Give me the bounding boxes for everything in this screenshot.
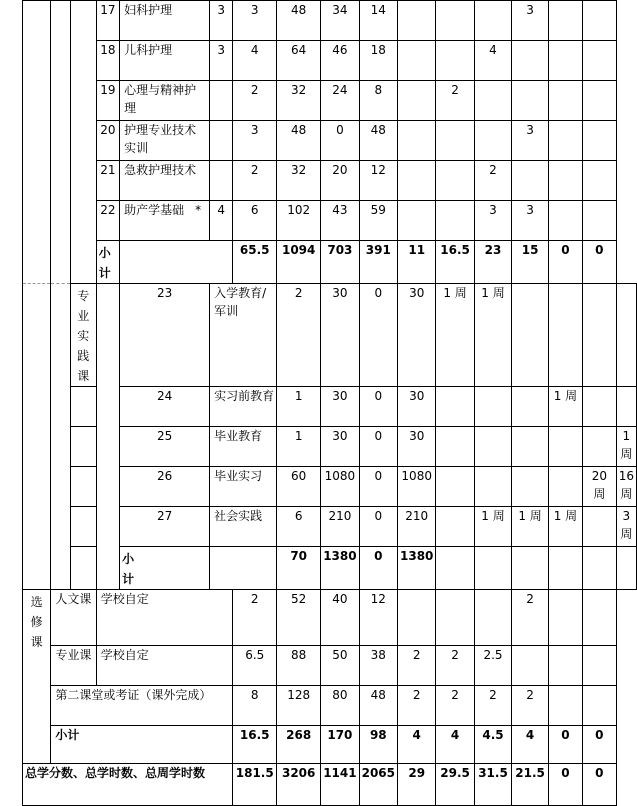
- practice-cell: 98: [359, 726, 397, 764]
- credit-cell: 16.5: [233, 726, 277, 764]
- empty-cell: [120, 241, 233, 284]
- weekly-hours-cell: [548, 161, 582, 201]
- weekly-hours-cell: [582, 161, 616, 201]
- subtotal-label: 小计: [51, 726, 233, 764]
- weekly-hours-cell: [582, 507, 616, 547]
- course-name: 毕业实习: [210, 467, 277, 507]
- course-name-text: 助产学基础: [124, 203, 185, 217]
- category-spacer: [23, 284, 51, 590]
- subtotal-label-text: 小计: [122, 552, 135, 586]
- weekly-hours-cell: [616, 284, 636, 387]
- weekly-hours-cell: [474, 590, 512, 646]
- weekly-hours-cell: [548, 41, 582, 81]
- weekly-hours-cell: 15: [512, 241, 549, 284]
- credit-cell: 70: [277, 547, 321, 590]
- course-number: 24: [120, 387, 210, 427]
- weekly-hours-cell: [436, 590, 474, 646]
- weekly-hours-cell: 2: [512, 590, 549, 646]
- weekly-hours-cell: [548, 686, 582, 726]
- practice-cell: 30: [398, 387, 436, 427]
- course-number: 26: [120, 467, 210, 507]
- table-row: [23, 284, 637, 387]
- theory-cell: 703: [321, 241, 359, 284]
- weekly-hours-cell: [512, 387, 549, 427]
- table-row: [23, 121, 637, 161]
- weekly-hours-cell: [398, 1, 436, 41]
- category-spacer: [51, 284, 71, 590]
- practice-cell: 59: [359, 201, 397, 241]
- weekly-hours-cell: [582, 81, 616, 121]
- weekly-hours-cell: [398, 161, 436, 201]
- practice-cell: 30: [398, 427, 436, 467]
- weekly-hours-cell: [548, 590, 582, 646]
- weekly-hours-cell: 20 周: [582, 467, 616, 507]
- required-mark: *: [195, 203, 202, 217]
- course-name: 入学教育/军训: [210, 284, 277, 387]
- table-row: [23, 241, 637, 284]
- weekly-hours-cell: 0: [548, 241, 582, 284]
- course-number: 27: [120, 507, 210, 547]
- weekly-hours-cell: 2.5: [474, 646, 512, 686]
- weekly-hours-cell: [512, 467, 549, 507]
- hours-cell: 3206: [277, 764, 321, 806]
- subtotal-label: [96, 241, 119, 284]
- weekly-hours-cell: [474, 387, 512, 427]
- weekly-hours-cell: 3: [512, 201, 549, 241]
- weekly-hours-cell: 23: [474, 241, 512, 284]
- elective-category: [23, 590, 51, 764]
- weekly-hours-cell: 2: [398, 686, 436, 726]
- subtotal-label-text: 小计: [98, 246, 111, 280]
- weekly-hours-cell: [512, 81, 549, 121]
- theory-cell: 50: [321, 646, 359, 686]
- credit-cell: 60: [277, 467, 321, 507]
- elective-type: 人文课: [51, 590, 96, 646]
- weekly-hours-cell: 2: [436, 686, 474, 726]
- weekly-hours-cell: [474, 547, 512, 590]
- theory-cell: 0: [359, 547, 397, 590]
- table-row: [23, 726, 637, 764]
- weekly-hours-cell: [436, 1, 474, 41]
- weekly-hours-cell: [616, 547, 636, 590]
- weekly-hours-cell: 2: [512, 686, 549, 726]
- course-name: [120, 161, 210, 201]
- category-spacer: [70, 387, 96, 427]
- credit-cell: 2: [233, 81, 277, 121]
- weekly-hours-cell: 16.5: [436, 241, 474, 284]
- theory-cell: 0: [321, 121, 359, 161]
- credit-cell: 181.5: [233, 764, 277, 806]
- course-number: 21: [96, 161, 119, 201]
- practice-cell: 210: [398, 507, 436, 547]
- weekly-hours-cell: 1 周: [436, 284, 474, 387]
- weekly-hours-cell: 3: [512, 121, 549, 161]
- credit-cell: 6: [233, 201, 277, 241]
- theory-cell: 24: [321, 81, 359, 121]
- credit-cell: 6: [277, 507, 321, 547]
- weekly-hours-cell: [512, 646, 549, 686]
- category-spacer: [51, 1, 71, 284]
- weekly-hours-cell: [548, 1, 582, 41]
- table-row: [23, 81, 637, 121]
- weekly-hours-cell: 1 周: [548, 507, 582, 547]
- category-spacer: [70, 427, 96, 467]
- table-row: [23, 764, 637, 806]
- elective-category-label: 选修课: [30, 595, 43, 649]
- hours-cell: 30: [321, 284, 359, 387]
- weekly-hours-cell: [436, 41, 474, 81]
- weekly-hours-cell: [548, 81, 582, 121]
- credit-cell: 2: [233, 590, 277, 646]
- semester-cell: 3: [210, 1, 233, 41]
- semester-cell: 4: [210, 201, 233, 241]
- weekly-hours-cell: [512, 161, 549, 201]
- weekly-hours-cell: 2: [474, 686, 512, 726]
- practice-cell: 1380: [398, 547, 436, 590]
- credit-cell: 2: [277, 284, 321, 387]
- category-spacer: [96, 284, 119, 590]
- weekly-hours-cell: [436, 161, 474, 201]
- course-number: 19: [96, 81, 119, 121]
- hours-cell: 268: [277, 726, 321, 764]
- credit-cell: 3: [233, 121, 277, 161]
- course-name: 第二课堂或考证（课外完成）: [51, 686, 233, 726]
- practice-cell: 2065: [359, 764, 397, 806]
- course-name-text: 妇科护理: [124, 3, 173, 17]
- credit-cell: 2: [233, 161, 277, 201]
- hours-cell: 128: [277, 686, 321, 726]
- category-spacer: [70, 1, 96, 284]
- practice-cell: 8: [359, 81, 397, 121]
- course-number: 18: [96, 41, 119, 81]
- theory-cell: 80: [321, 686, 359, 726]
- weekly-hours-cell: [512, 284, 549, 387]
- hours-cell: 32: [277, 81, 321, 121]
- weekly-hours-cell: [436, 467, 474, 507]
- course-name: 学校自定: [96, 646, 233, 686]
- weekly-hours-cell: [474, 467, 512, 507]
- weekly-hours-cell: [582, 201, 616, 241]
- weekly-hours-cell: [582, 41, 616, 81]
- weekly-hours-cell: 3: [474, 201, 512, 241]
- hours-cell: 210: [321, 507, 359, 547]
- weekly-hours-cell: 4: [398, 726, 436, 764]
- course-number: 20: [96, 121, 119, 161]
- course-name: 学校自定: [96, 590, 233, 646]
- weekly-hours-cell: 4.5: [474, 726, 512, 764]
- weekly-hours-cell: 0: [582, 241, 616, 284]
- weekly-hours-cell: [398, 81, 436, 121]
- theory-cell: 34: [321, 1, 359, 41]
- table-row: [23, 41, 637, 81]
- practice-category-label: 专业实践课: [77, 289, 90, 383]
- weekly-hours-cell: [582, 387, 616, 427]
- weekly-hours-cell: [548, 547, 582, 590]
- hours-cell: 30: [321, 387, 359, 427]
- table-row: [23, 590, 637, 646]
- practice-cell: 391: [359, 241, 397, 284]
- semester-cell: [210, 81, 233, 121]
- weekly-hours-cell: [398, 41, 436, 81]
- weekly-hours-cell: 4: [474, 41, 512, 81]
- table-row: [23, 686, 637, 726]
- course-number: 23: [120, 284, 210, 387]
- category-spacer: [70, 547, 96, 590]
- course-name-text: 儿科护理: [124, 43, 173, 57]
- theory-cell: 43: [321, 201, 359, 241]
- weekly-hours-cell: [512, 427, 549, 467]
- hours-cell: 52: [277, 590, 321, 646]
- credit-cell: 8: [233, 686, 277, 726]
- table-row: [23, 201, 637, 241]
- weekly-hours-cell: [582, 547, 616, 590]
- hours-cell: 32: [277, 161, 321, 201]
- category-spacer: [70, 467, 96, 507]
- weekly-hours-cell: [436, 201, 474, 241]
- hours-cell: 1094: [277, 241, 321, 284]
- weekly-hours-cell: [582, 284, 616, 387]
- hours-cell: 1380: [321, 547, 359, 590]
- weekly-hours-cell: 0: [582, 726, 616, 764]
- table-row: [23, 161, 637, 201]
- weekly-hours-cell: [436, 507, 474, 547]
- practice-cell: 48: [359, 686, 397, 726]
- hours-cell: 88: [277, 646, 321, 686]
- practice-category: [70, 284, 96, 387]
- course-number: 17: [96, 1, 119, 41]
- weekly-hours-cell: 4: [512, 726, 549, 764]
- practice-cell: 38: [359, 646, 397, 686]
- theory-cell: 20: [321, 161, 359, 201]
- weekly-hours-cell: [512, 547, 549, 590]
- weekly-hours-cell: [582, 686, 616, 726]
- weekly-hours-cell: 29.5: [436, 764, 474, 806]
- course-name: [120, 1, 210, 41]
- semester-cell: 3: [210, 41, 233, 81]
- category-spacer: [70, 507, 96, 547]
- weekly-hours-cell: [582, 1, 616, 41]
- weekly-hours-cell: 2: [436, 646, 474, 686]
- subtotal-label: [120, 547, 210, 590]
- weekly-hours-cell: [436, 427, 474, 467]
- weekly-hours-cell: 16 周: [616, 467, 636, 507]
- weekly-hours-cell: 1 周: [474, 284, 512, 387]
- course-name-text: 护理专业技术实训: [124, 123, 197, 155]
- category-spacer: [23, 1, 51, 284]
- curriculum-table: [22, 0, 637, 806]
- weekly-hours-cell: 11: [398, 241, 436, 284]
- course-name: [120, 81, 210, 121]
- weekly-hours-cell: 2: [398, 646, 436, 686]
- course-number: 25: [120, 427, 210, 467]
- weekly-hours-cell: 0: [548, 726, 582, 764]
- practice-cell: 30: [398, 284, 436, 387]
- weekly-hours-cell: [548, 121, 582, 161]
- weekly-hours-cell: [398, 121, 436, 161]
- course-name: 社会实践: [210, 507, 277, 547]
- credit-cell: 1: [277, 427, 321, 467]
- hours-cell: 30: [321, 427, 359, 467]
- weekly-hours-cell: 4: [436, 726, 474, 764]
- weekly-hours-cell: 1 周: [616, 427, 636, 467]
- empty-cell: [210, 547, 277, 590]
- theory-cell: 0: [359, 387, 397, 427]
- course-name: [120, 201, 210, 241]
- course-name: [120, 41, 210, 81]
- weekly-hours-cell: 21.5: [512, 764, 549, 806]
- credit-cell: 1: [277, 387, 321, 427]
- weekly-hours-cell: [548, 427, 582, 467]
- weekly-hours-cell: 3: [512, 1, 549, 41]
- weekly-hours-cell: 31.5: [474, 764, 512, 806]
- theory-cell: 0: [359, 467, 397, 507]
- hours-cell: 48: [277, 1, 321, 41]
- credit-cell: 3: [233, 1, 277, 41]
- weekly-hours-cell: [512, 41, 549, 81]
- weekly-hours-cell: 0: [548, 764, 582, 806]
- theory-cell: 40: [321, 590, 359, 646]
- theory-cell: 170: [321, 726, 359, 764]
- credit-cell: 4: [233, 41, 277, 81]
- theory-cell: 0: [359, 507, 397, 547]
- weekly-hours-cell: [582, 590, 616, 646]
- hours-cell: 1080: [321, 467, 359, 507]
- weekly-hours-cell: [474, 1, 512, 41]
- elective-type: 专业课: [51, 646, 96, 686]
- practice-cell: 12: [359, 161, 397, 201]
- course-name-text: 心理与精神护理: [124, 83, 197, 115]
- weekly-hours-cell: [474, 81, 512, 121]
- weekly-hours-cell: 2: [474, 161, 512, 201]
- theory-cell: 0: [359, 284, 397, 387]
- weekly-hours-cell: [436, 387, 474, 427]
- credit-cell: 6.5: [233, 646, 277, 686]
- weekly-hours-cell: [548, 201, 582, 241]
- weekly-hours-cell: [582, 121, 616, 161]
- course-name: [120, 121, 210, 161]
- weekly-hours-cell: [582, 646, 616, 686]
- credit-cell: 65.5: [233, 241, 277, 284]
- weekly-hours-cell: [398, 590, 436, 646]
- weekly-hours-cell: [616, 387, 636, 427]
- practice-cell: 18: [359, 41, 397, 81]
- theory-cell: 46: [321, 41, 359, 81]
- weekly-hours-cell: [548, 284, 582, 387]
- weekly-hours-cell: [582, 427, 616, 467]
- course-name: 毕业教育: [210, 427, 277, 467]
- theory-cell: 1141: [321, 764, 359, 806]
- practice-cell: 48: [359, 121, 397, 161]
- weekly-hours-cell: [436, 547, 474, 590]
- hours-cell: 64: [277, 41, 321, 81]
- course-number: 22: [96, 201, 119, 241]
- table-row: [23, 1, 637, 41]
- weekly-hours-cell: [548, 646, 582, 686]
- weekly-hours-cell: [398, 201, 436, 241]
- weekly-hours-cell: 3 周: [616, 507, 636, 547]
- practice-cell: 1080: [398, 467, 436, 507]
- weekly-hours-cell: 1 周: [512, 507, 549, 547]
- total-label: 总学分数、总学时数、总周学时数: [23, 764, 233, 806]
- course-name-text: 急救护理技术: [124, 163, 197, 177]
- course-name: 实习前教育: [210, 387, 277, 427]
- weekly-hours-cell: [548, 467, 582, 507]
- weekly-hours-cell: [474, 121, 512, 161]
- practice-cell: 12: [359, 590, 397, 646]
- theory-cell: 0: [359, 427, 397, 467]
- table-row: [23, 646, 637, 686]
- weekly-hours-cell: 2: [436, 81, 474, 121]
- weekly-hours-cell: 0: [582, 764, 616, 806]
- weekly-hours-cell: [436, 121, 474, 161]
- weekly-hours-cell: [474, 427, 512, 467]
- semester-cell: [210, 121, 233, 161]
- weekly-hours-cell: 29: [398, 764, 436, 806]
- weekly-hours-cell: 1 周: [474, 507, 512, 547]
- semester-cell: [210, 161, 233, 201]
- weekly-hours-cell: 1 周: [548, 387, 582, 427]
- hours-cell: 102: [277, 201, 321, 241]
- practice-cell: 14: [359, 1, 397, 41]
- hours-cell: 48: [277, 121, 321, 161]
